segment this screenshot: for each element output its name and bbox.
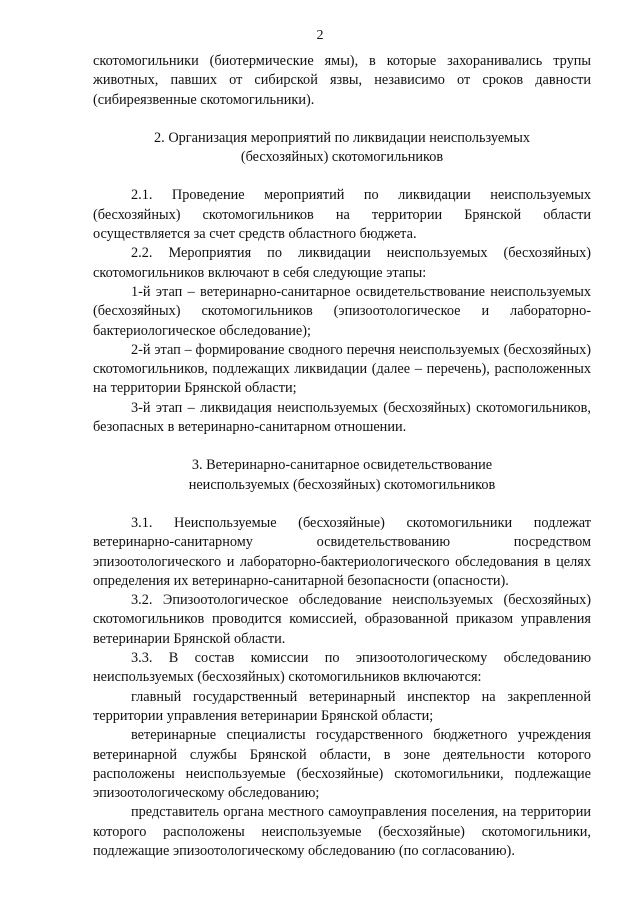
stage-1: 1-й этап – ветеринарно-санитарное освидетельствование неиспользуемых (бесхозяйных) скотомогильников (эпизоотологическое и лабораторно-бактериологическое обследование); — [93, 283, 591, 339]
paragraph-2-2: 2.2. Мероприятия по ликвидации неиспользуемых (бесхозяйных) скотомогильников включают в себя следующие этапы: — [93, 245, 591, 281]
paragraph-3-2: 3.2. Эпизоотологическое обследование неиспользуемых (бесхозяйных) скотомогильников проводится комиссией, образованной приказом управления ветеринарии Брянской области. — [93, 592, 591, 647]
section-3-heading-line-2: неиспользуемых (бесхозяйных) скотомогильников — [188, 476, 496, 493]
section-3-heading-line-1: 3. Ветеринарно-санитарное освидетельствование — [191, 457, 493, 474]
stage-2: 2-й этап – формирование сводного перечня неиспользуемых (бесхозяйных) скотомогильников, подлежащих ликвидации (далее – перечень), расположенных на территории Брянской области; — [93, 341, 591, 397]
section-2-heading-line-2: (бесхозяйных) скотомогильников — [240, 149, 444, 166]
paragraph-3-1: 3.1. Неиспользуемые (бесхозяйные) скотомогильники подлежат ветеринарно-санитарному освидетельствованию посредством эпизоотологического и лабораторно-бактериологического обследования в целях определения их ветеринарно-санитарной безопасности (опасности). — [93, 514, 591, 589]
commission-member-1: главный государственный ветеринарный инспектор на закрепленной территории управления ветеринарии Брянской области; — [93, 688, 591, 724]
paragraph-3-3: 3.3. В состав комиссии по эпизоотологическому обследованию неиспользуемых (бесхозяйных) скотомогильников включаются: — [93, 650, 591, 686]
stage-3: 3-й этап – ликвидация неиспользуемых (бесхозяйных) скотомогильников, безопасных в ветеринарно-санитарном отношении. — [93, 399, 591, 436]
paragraph-2-1: 2.1. Проведение мероприятий по ликвидации неиспользуемых (бесхозяйных) скотомогильников на территории Брянской области осуществляется за счет средств областного бюджета. — [93, 187, 591, 243]
commission-member-3: представитель органа местного самоуправления поселения, на территории которого расположены неиспользуемые (бесхозяйные) скотомогильники, подлежащие эпизоотологическому обследованию (по согласованию). — [93, 804, 591, 859]
commission-member-2: ветеринарные специалисты государственного бюджетного учреждения ветеринарной службы Брянской области, в зоне деятельности которого расположены неиспользуемые (бесхозяйные) скотомогильники, подлежащие эпизоотологическому обследованию; — [93, 727, 591, 802]
intro-paragraph: скотомогильники (биотермические ямы), в которые захоранивались трупы животных, павших от сибирской язвы, независимо от сроков давности (сибиреязвенные скотомогильники). — [93, 53, 591, 108]
document-body — [93, 52, 591, 861]
page-number: 2 — [316, 28, 324, 43]
section-2-heading-line-1: 2. Организация мероприятий по ликвидации неиспользуемых — [154, 129, 530, 146]
